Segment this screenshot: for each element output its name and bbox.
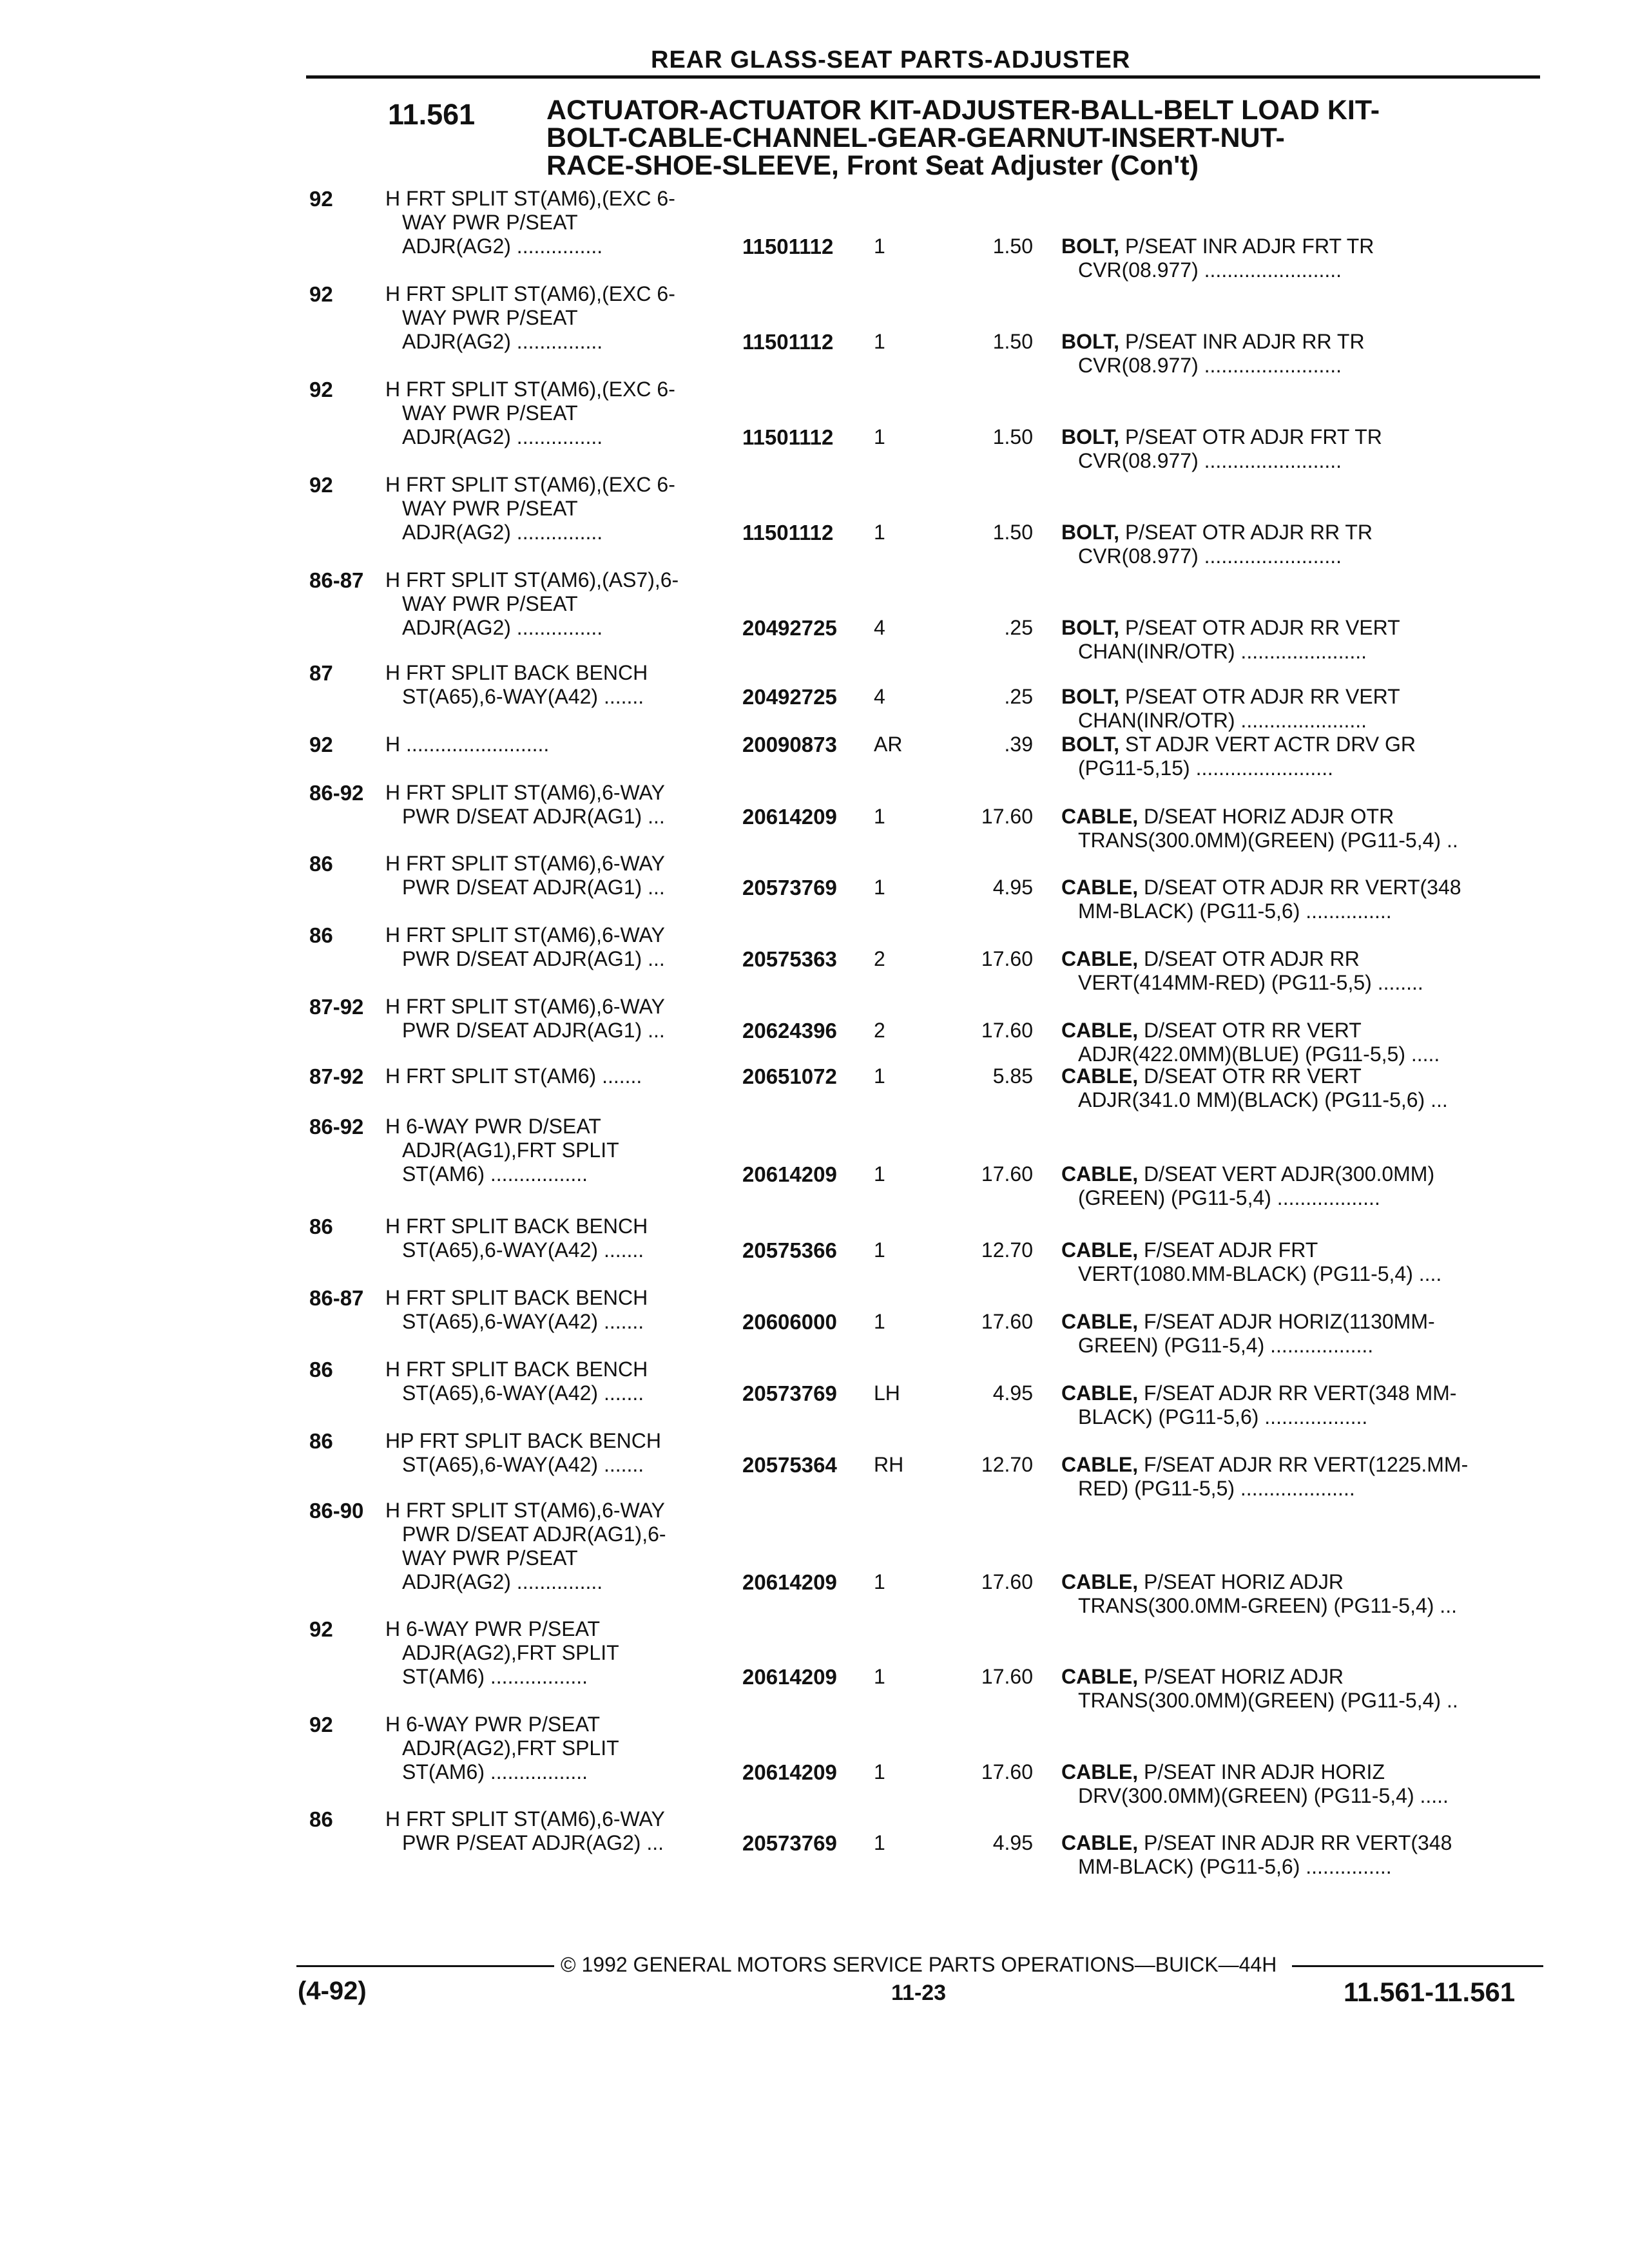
model-year: 87-92 [309, 1064, 364, 1088]
application-line: ST(A65),6-WAY(A42) ....... [402, 1381, 644, 1405]
model-year: 86 [309, 1807, 333, 1831]
part-number: 20614209 [742, 1570, 837, 1594]
model-year: 86 [309, 1215, 333, 1238]
application-line: WAY PWR P/SEAT [402, 401, 578, 425]
application-text [385, 733, 746, 756]
part-name: CABLE, [1061, 1760, 1139, 1783]
part-name: CABLE, [1061, 1453, 1139, 1476]
description-text: F/SEAT ADJR HORIZ(1130MM- [1144, 1310, 1435, 1333]
application-text [385, 923, 746, 971]
application-line: ADJR(AG2) ............... [402, 1570, 603, 1593]
part-name: BOLT, [1061, 685, 1120, 708]
part-number: 11501112 [742, 521, 834, 544]
parts-row [0, 1429, 1629, 1500]
description-line: BLACK) (PG11-5,6) .................. [1078, 1405, 1368, 1428]
part-name: CABLE, [1061, 805, 1139, 828]
price: 1.50 [992, 235, 1033, 258]
description-text: D/SEAT OTR ADJR RR [1144, 947, 1360, 970]
application-text [385, 473, 746, 544]
application-line: ST(A65),6-WAY(A42) ....... [402, 685, 644, 708]
footer-page-number: 11-23 [891, 1981, 947, 2005]
section-number: 11.561 [388, 98, 476, 131]
description-line [1061, 1310, 1532, 1334]
description-text: F/SEAT ADJR RR VERT(1225.MM- [1144, 1453, 1469, 1476]
application-line: H FRT SPLIT ST(AM6),6-WAY [385, 781, 665, 804]
quantity: 1 [874, 1831, 885, 1854]
application-text [385, 1358, 746, 1405]
part-description [1061, 616, 1532, 664]
parts-row [0, 1215, 1629, 1285]
application-text [385, 1286, 746, 1334]
application-line: H FRT SPLIT ST(AM6),6-WAY [385, 852, 665, 875]
part-name: CABLE, [1061, 1831, 1139, 1854]
model-year: 92 [309, 1617, 333, 1641]
application-line: ST(AM6) ................. [402, 1760, 588, 1783]
application-text [385, 852, 746, 899]
part-name: BOLT, [1061, 733, 1120, 756]
price: 1.50 [992, 521, 1033, 544]
model-year: 86-90 [309, 1499, 364, 1523]
part-description [1061, 1570, 1532, 1618]
application-line: H FRT SPLIT ST(AM6),6-WAY [385, 1499, 665, 1522]
description-line: ADJR(341.0 MM)(BLACK) (PG11-5,6) ... [1078, 1088, 1448, 1111]
application-line: H FRT SPLIT ST(AM6),6-WAY [385, 923, 665, 947]
part-description [1061, 1162, 1532, 1210]
application-line: ST(A65),6-WAY(A42) ....... [402, 1310, 644, 1333]
application-line: ST(AM6) ................. [402, 1162, 588, 1186]
application-line: H FRT SPLIT BACK BENCH [385, 1215, 648, 1238]
model-year: 92 [309, 282, 333, 306]
parts-row [0, 1807, 1629, 1878]
part-description [1061, 1381, 1532, 1429]
description-text: P/SEAT INR ADJR FRT TR [1124, 235, 1374, 258]
application-line: H FRT SPLIT ST(AM6),(EXC 6- [385, 282, 675, 305]
parts-row [0, 378, 1629, 472]
model-year: 87-92 [309, 995, 364, 1019]
model-year: 86-92 [309, 781, 364, 805]
application-line: H FRT SPLIT BACK BENCH [385, 661, 648, 684]
application-line: PWR P/SEAT ADJR(AG2) ... [402, 1831, 664, 1854]
price: 17.60 [981, 1019, 1033, 1042]
description-line [1061, 235, 1532, 258]
quantity: 1 [874, 521, 885, 544]
application-line: H ......................... [385, 733, 550, 756]
description-text: P/SEAT HORIZ ADJR [1144, 1570, 1344, 1593]
price: 17.60 [981, 947, 1033, 970]
application-line: H FRT SPLIT ST(AM6),6-WAY [385, 995, 665, 1018]
parts-row [0, 1358, 1629, 1428]
description-line [1061, 1570, 1532, 1594]
description-line [1061, 521, 1532, 544]
part-description [1061, 1238, 1532, 1286]
price: 5.85 [992, 1064, 1033, 1088]
description-text: D/SEAT HORIZ ADJR OTR [1144, 805, 1394, 828]
description-line [1061, 1760, 1532, 1784]
description-text: P/SEAT OTR ADJR RR TR [1124, 521, 1373, 544]
description-line: CHAN(INR/OTR) ...................... [1078, 709, 1367, 732]
parts-row [0, 852, 1629, 923]
description-line: VERT(1080.MM-BLACK) (PG11-5,4) .... [1078, 1262, 1442, 1285]
application-text [385, 187, 746, 258]
part-name: BOLT, [1061, 521, 1120, 544]
application-text [385, 282, 746, 354]
description-text: D/SEAT VERT ADJR(300.0MM) [1144, 1162, 1435, 1186]
parts-row [0, 781, 1629, 852]
part-number: 20575366 [742, 1238, 837, 1262]
quantity: 1 [874, 805, 885, 828]
description-line: CHAN(INR/OTR) ...................... [1078, 640, 1367, 663]
model-year: 92 [309, 378, 333, 401]
application-line: H FRT SPLIT BACK BENCH [385, 1358, 648, 1381]
application-line: ADJR(AG2),FRT SPLIT [402, 1641, 619, 1664]
price: 12.70 [981, 1453, 1033, 1476]
part-name: CABLE, [1061, 1310, 1139, 1333]
quantity: 1 [874, 1665, 885, 1688]
application-text [385, 1064, 746, 1088]
description-line: CVR(08.977) ........................ [1078, 258, 1342, 282]
parts-row [0, 473, 1629, 568]
application-line: H FRT SPLIT ST(AM6) ....... [385, 1064, 642, 1088]
description-line: (GREEN) (PG11-5,4) .................. [1078, 1186, 1380, 1209]
application-line: ST(AM6) ................. [402, 1665, 588, 1688]
model-year: 86 [309, 852, 333, 876]
application-line: ADJR(AG2) ............... [402, 425, 603, 448]
parts-row [0, 923, 1629, 994]
part-description [1061, 685, 1532, 733]
description-line [1061, 1453, 1532, 1477]
model-year: 86-87 [309, 568, 364, 592]
part-number: 20651072 [742, 1064, 837, 1088]
application-text [385, 1215, 746, 1262]
part-name: CABLE, [1061, 1665, 1139, 1688]
application-text [385, 568, 746, 640]
price: 4.95 [992, 1381, 1033, 1405]
parts-row [0, 282, 1629, 377]
section-title [546, 97, 1380, 180]
application-line: ST(A65),6-WAY(A42) ....... [402, 1453, 644, 1476]
application-line: WAY PWR P/SEAT [402, 306, 578, 329]
model-year: 92 [309, 1713, 333, 1736]
description-text: ST ADJR VERT ACTR DRV GR [1124, 733, 1416, 756]
description-text: F/SEAT ADJR RR VERT(348 MM- [1144, 1381, 1457, 1405]
description-line: VERT(414MM-RED) (PG11-5,5) ........ [1078, 971, 1423, 994]
footer-divider-left [296, 1965, 554, 1967]
application-text [385, 995, 746, 1043]
description-line: RED) (PG11-5,5) .................... [1078, 1477, 1355, 1500]
part-number: 20573769 [742, 1381, 837, 1405]
application-text [385, 1617, 746, 1689]
description-line [1061, 1019, 1532, 1043]
quantity: 1 [874, 1162, 885, 1186]
parts-row [0, 995, 1629, 1066]
application-line: WAY PWR P/SEAT [402, 497, 578, 520]
application-text [385, 1499, 746, 1594]
application-line: H FRT SPLIT ST(AM6),(EXC 6- [385, 378, 675, 401]
part-number: 20492725 [742, 685, 837, 709]
part-number: 20624396 [742, 1019, 837, 1043]
application-text [385, 661, 746, 709]
part-description [1061, 425, 1532, 473]
description-line: TRANS(300.0MM-GREEN) (PG11-5,4) ... [1078, 1594, 1457, 1617]
part-number: 20575363 [742, 947, 837, 971]
description-text: D/SEAT OTR ADJR RR VERT(348 [1144, 876, 1461, 899]
part-name: CABLE, [1061, 1381, 1139, 1405]
page-header-title: REAR GLASS-SEAT PARTS-ADJUSTER [651, 46, 1131, 73]
footer-section-range: 11.561-11.561 [1344, 1977, 1516, 2007]
description-line: CVR(08.977) ........................ [1078, 354, 1342, 377]
application-line: ADJR(AG2) ............... [402, 330, 603, 353]
part-name: BOLT, [1061, 425, 1120, 448]
quantity: 2 [874, 947, 885, 970]
quantity: 1 [874, 1310, 885, 1333]
price: 4.95 [992, 1831, 1033, 1854]
description-line [1061, 733, 1532, 756]
description-text: P/SEAT OTR ADJR RR VERT [1124, 685, 1400, 708]
price: 12.70 [981, 1238, 1033, 1262]
part-description [1061, 1310, 1532, 1358]
parts-row [0, 1286, 1629, 1357]
application-text [385, 781, 746, 829]
model-year: 92 [309, 473, 333, 497]
description-line [1061, 947, 1532, 971]
model-year: 86 [309, 923, 333, 947]
part-name: CABLE, [1061, 876, 1139, 899]
price: .25 [1004, 685, 1033, 708]
parts-row [0, 1713, 1629, 1807]
application-line: H FRT SPLIT BACK BENCH [385, 1286, 648, 1309]
quantity: 1 [874, 876, 885, 899]
part-description [1061, 876, 1532, 923]
application-line: ADJR(AG2) ............... [402, 235, 603, 258]
parts-row [0, 1115, 1629, 1209]
description-text: P/SEAT OTR ADJR FRT TR [1124, 425, 1382, 448]
part-name: CABLE, [1061, 1064, 1139, 1088]
application-line: PWR D/SEAT ADJR(AG1),6- [402, 1523, 666, 1546]
application-line: WAY PWR P/SEAT [402, 592, 578, 615]
quantity: 1 [874, 425, 885, 448]
description-text: D/SEAT OTR RR VERT [1144, 1019, 1362, 1042]
quantity: AR [874, 733, 903, 756]
application-line: PWR D/SEAT ADJR(AG1) ... [402, 805, 665, 828]
model-year: 86 [309, 1358, 333, 1381]
quantity: 1 [874, 330, 885, 353]
description-line: TRANS(300.0MM)(GREEN) (PG11-5,4) .. [1078, 1689, 1458, 1712]
price: 4.95 [992, 876, 1033, 899]
application-line: ADJR(AG2) ............... [402, 521, 603, 544]
part-number: 20492725 [742, 616, 837, 640]
description-text: F/SEAT ADJR FRT [1144, 1238, 1318, 1262]
description-text: P/SEAT INR ADJR RR VERT(348 [1144, 1831, 1452, 1854]
application-line: H 6-WAY PWR P/SEAT [385, 1617, 601, 1640]
part-name: CABLE, [1061, 1162, 1139, 1186]
part-number: 11501112 [742, 235, 834, 258]
description-line: CVR(08.977) ........................ [1078, 449, 1342, 472]
application-line: WAY PWR P/SEAT [402, 1546, 578, 1570]
part-description [1061, 521, 1532, 568]
footer-copyright: © 1992 GENERAL MOTORS SERVICE PARTS OPERATIONS—BUICK—44H [561, 1953, 1277, 1976]
quantity: 1 [874, 1238, 885, 1262]
description-line [1061, 1831, 1532, 1855]
price: .25 [1004, 616, 1033, 639]
application-line: H FRT SPLIT ST(AM6),(EXC 6- [385, 473, 675, 496]
price: 17.60 [981, 1570, 1033, 1593]
part-number: 20614209 [742, 1665, 837, 1689]
section-title-line: RACE-SHOE-SLEEVE, Front Seat Adjuster (Con't) [546, 150, 1199, 181]
quantity: 1 [874, 1570, 885, 1593]
part-name: BOLT, [1061, 616, 1120, 639]
description-text: P/SEAT HORIZ ADJR [1144, 1665, 1344, 1688]
price: .39 [1004, 733, 1033, 756]
part-name: BOLT, [1061, 235, 1120, 258]
part-number: 20575364 [742, 1453, 837, 1477]
section-title-line: BOLT-CABLE-CHANNEL-GEAR-GEARNUT-INSERT-NUT- [546, 122, 1285, 153]
application-line: ADJR(AG2) ............... [402, 616, 603, 639]
model-year: 92 [309, 733, 333, 756]
header-divider [306, 75, 1540, 79]
footer-divider-right [1292, 1965, 1543, 1967]
model-year: 92 [309, 187, 333, 211]
description-line: (PG11-5,15) ........................ [1078, 756, 1333, 780]
price: 1.50 [992, 425, 1033, 448]
price: 17.60 [981, 805, 1033, 828]
part-name: CABLE, [1061, 947, 1139, 970]
description-text: P/SEAT INR ADJR RR TR [1124, 330, 1365, 353]
description-text: P/SEAT INR ADJR HORIZ [1144, 1760, 1385, 1783]
description-line [1061, 616, 1532, 640]
part-description [1061, 1665, 1532, 1713]
price: 17.60 [981, 1665, 1033, 1688]
application-text [385, 1429, 746, 1477]
description-line: MM-BLACK) (PG11-5,6) ............... [1078, 899, 1392, 923]
part-description [1061, 1019, 1532, 1066]
application-line: H FRT SPLIT ST(AM6),6-WAY [385, 1807, 665, 1831]
application-line: HP FRT SPLIT BACK BENCH [385, 1429, 661, 1452]
description-line [1061, 805, 1532, 829]
application-text [385, 1115, 746, 1186]
part-description [1061, 733, 1532, 780]
part-description [1061, 805, 1532, 852]
price: 17.60 [981, 1760, 1033, 1783]
part-description [1061, 330, 1532, 378]
parts-row [0, 568, 1629, 663]
description-line: TRANS(300.0MM)(GREEN) (PG11-5,4) .. [1078, 829, 1458, 852]
application-text [385, 1713, 746, 1784]
part-name: CABLE, [1061, 1019, 1139, 1042]
parts-row [0, 661, 1629, 732]
part-number: 11501112 [742, 425, 834, 449]
parts-row [0, 187, 1629, 282]
model-year: 86 [309, 1429, 333, 1453]
description-line [1061, 1381, 1532, 1405]
part-number: 20614209 [742, 1760, 837, 1784]
application-line: PWR D/SEAT ADJR(AG1) ... [402, 1019, 665, 1042]
part-number: 20614209 [742, 1162, 837, 1186]
description-text: D/SEAT OTR RR VERT [1144, 1064, 1362, 1088]
quantity: 1 [874, 1760, 885, 1783]
parts-row [0, 1499, 1629, 1617]
quantity: 1 [874, 1064, 885, 1088]
quantity: 4 [874, 685, 885, 708]
part-description [1061, 1064, 1532, 1112]
quantity: 1 [874, 235, 885, 258]
price: 17.60 [981, 1162, 1033, 1186]
part-number: 11501112 [742, 330, 834, 354]
quantity: RH [874, 1453, 904, 1476]
part-name: CABLE, [1061, 1238, 1139, 1262]
application-line: H FRT SPLIT ST(AM6),(AS7),6- [385, 568, 679, 591]
application-line: ADJR(AG2),FRT SPLIT [402, 1736, 619, 1760]
description-text: P/SEAT OTR ADJR RR VERT [1124, 616, 1400, 639]
description-line [1061, 1238, 1532, 1262]
description-line: CVR(08.977) ........................ [1078, 544, 1342, 568]
quantity: 4 [874, 616, 885, 639]
description-line: MM-BLACK) (PG11-5,6) ............... [1078, 1855, 1392, 1878]
description-line [1061, 685, 1532, 709]
part-number: 20573769 [742, 1831, 837, 1855]
part-description [1061, 1760, 1532, 1808]
price: 17.60 [981, 1310, 1033, 1333]
part-description [1061, 1831, 1532, 1879]
quantity: LH [874, 1381, 900, 1405]
application-line: H FRT SPLIT ST(AM6),(EXC 6- [385, 187, 675, 210]
description-line: GREEN) (PG11-5,4) .................. [1078, 1334, 1374, 1357]
footer-date-code: (4-92) [298, 1977, 367, 2005]
application-text [385, 1807, 746, 1855]
part-number: 20573769 [742, 876, 837, 899]
part-description [1061, 235, 1532, 282]
part-name: CABLE, [1061, 1570, 1139, 1593]
application-text [385, 378, 746, 449]
part-name: BOLT, [1061, 330, 1120, 353]
model-year: 86-92 [309, 1115, 364, 1139]
application-line: H 6-WAY PWR D/SEAT [385, 1115, 601, 1138]
application-line: H 6-WAY PWR P/SEAT [385, 1713, 601, 1736]
price: 1.50 [992, 330, 1033, 353]
part-number: 20606000 [742, 1310, 837, 1334]
description-line [1061, 876, 1532, 899]
description-line: ADJR(422.0MM)(BLUE) (PG11-5,5) ..... [1078, 1043, 1440, 1066]
description-line: DRV(300.0MM)(GREEN) (PG11-5,4) ..... [1078, 1784, 1449, 1807]
part-description [1061, 947, 1532, 995]
application-line: PWR D/SEAT ADJR(AG1) ... [402, 947, 665, 970]
description-line [1061, 330, 1532, 354]
parts-row [0, 1617, 1629, 1712]
application-line: PWR D/SEAT ADJR(AG1) ... [402, 876, 665, 899]
part-number: 20090873 [742, 733, 837, 756]
description-line [1061, 1064, 1532, 1088]
part-description [1061, 1453, 1532, 1501]
model-year: 87 [309, 661, 333, 685]
section-title-line: ACTUATOR-ACTUATOR KIT-ADJUSTER-BALL-BELT LOAD KIT- [546, 95, 1380, 126]
application-line: WAY PWR P/SEAT [402, 211, 578, 234]
description-line [1061, 1665, 1532, 1689]
application-line: ST(A65),6-WAY(A42) ....... [402, 1238, 644, 1262]
quantity: 2 [874, 1019, 885, 1042]
description-line [1061, 425, 1532, 449]
description-line [1061, 1162, 1532, 1186]
part-number: 20614209 [742, 805, 837, 829]
model-year: 86-87 [309, 1286, 364, 1310]
application-line: ADJR(AG1),FRT SPLIT [402, 1139, 619, 1162]
